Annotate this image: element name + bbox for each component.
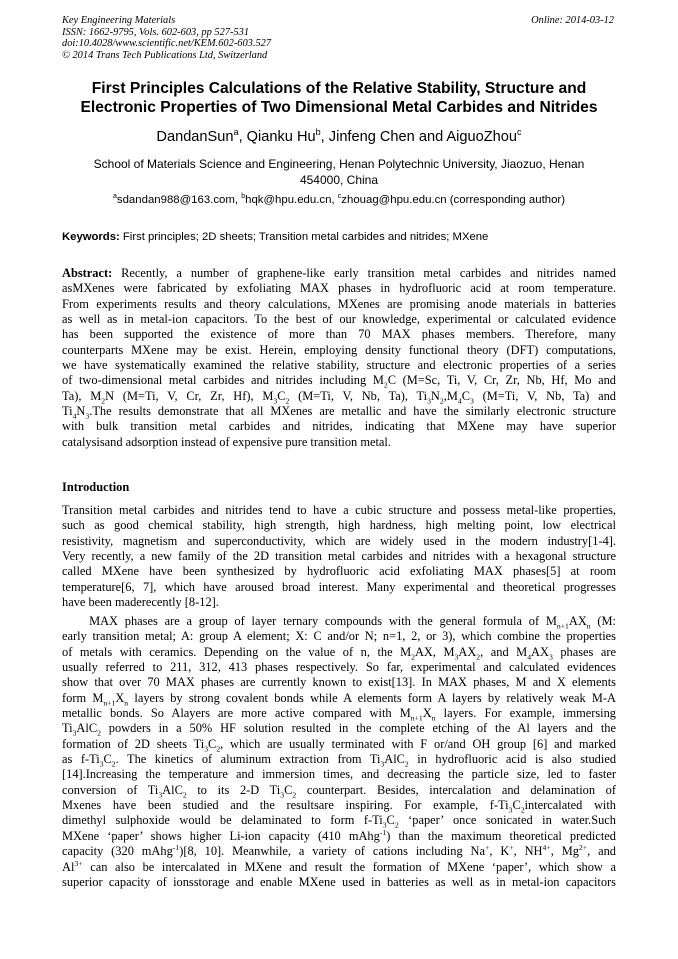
subscript: 3 — [454, 652, 459, 662]
text-run: Mxenes have been studied and the resultsare inspiring. For example, f-Ti — [62, 798, 509, 813]
body-line — [62, 860, 616, 875]
body-line: temperature[6, 7], which have aroused broad interest. Many experimental and theoretical progresses — [62, 579, 616, 594]
text-run: ,M — [443, 388, 458, 403]
text-run: C — [208, 736, 217, 751]
body-line: Transition metal carbides and nitrides tend to have a cubic structure and possess metal-like properties, — [62, 503, 616, 517]
text-run: X — [422, 706, 432, 721]
section-heading-introduction: Introduction — [62, 480, 130, 494]
body-line: Very recently, a new family of the 2D transition metal carbides and nitrides with a hexagonal structure — [62, 549, 616, 564]
text-run: AX — [458, 644, 477, 659]
text-run: C — [386, 813, 395, 828]
text-run: N — [430, 388, 440, 403]
text-run: of two-dimensional metal carbides and nitrides including M — [62, 373, 384, 388]
subscript: 3 — [382, 820, 387, 830]
text-run: intercalated with — [524, 798, 616, 813]
text-run: , and M — [480, 644, 528, 659]
text-run: of metals with ceramics. Depending on the value of n, the M — [62, 644, 412, 659]
subscript: 2 — [394, 820, 399, 830]
email-2-mark: b — [241, 193, 246, 201]
text-run: form M — [62, 690, 104, 705]
author-1: DandanSun — [156, 129, 234, 145]
paper-title — [62, 79, 616, 117]
subscript: 2 — [182, 790, 187, 800]
text-run: C — [277, 388, 286, 403]
issn-line: ISSN: 1662-9795, Vols. 602-603, pp 527-531 — [62, 26, 250, 38]
text-run: MXene ‘paper’ shows higher Li-ion capacity (410 mAhg — [62, 828, 380, 843]
subscript: n — [431, 713, 436, 723]
body-line — [62, 752, 616, 767]
abstract-line — [62, 389, 616, 404]
text-run: ) than the maximum theoretical predicted — [386, 828, 616, 843]
abstract-line — [62, 373, 616, 388]
abstract-line: asMXenes were fabricated by exfoliating MAX phases in hydrofluoric acid at room temperature. — [62, 281, 616, 296]
copyright-line: © 2014 Trans Tech Publications Ltd, Switzerland — [62, 49, 268, 61]
body-line: usually referred to 211, 312, 413 phases respectively. So far, experimental and calculated evidences — [62, 660, 616, 675]
text-run: Ti — [62, 404, 73, 419]
subscript: 4 — [457, 396, 462, 406]
subscript: 2 — [101, 396, 106, 406]
body-line — [62, 737, 616, 752]
author-2-mark: b — [315, 127, 321, 138]
text-run: N (M=Ti, V, Cr, Zr, Hf), M — [105, 388, 274, 403]
email-2[interactable]: hqk@hpu.edu.cn, — [245, 194, 338, 206]
text-run: in hydrofluoric acid is also studied — [408, 752, 617, 767]
subscript: 2 — [383, 380, 388, 390]
author-emails — [62, 193, 616, 208]
text-run: C — [284, 782, 293, 797]
title-line-1: First Principles Calculations of the Relative Stability, Structure and — [91, 80, 587, 97]
text-run: (M=Ti, V, Nb, Ta) and — [473, 388, 616, 403]
text-run: C — [512, 798, 521, 813]
subscript: 2 — [292, 790, 297, 800]
author-2: , Qianku Hu — [238, 129, 316, 145]
email-3-mark: c — [337, 193, 342, 201]
superscript: 2+ — [578, 843, 588, 853]
subscript: 3 — [508, 805, 513, 815]
text-run: )[8, 10]. Meanwhile, a variety of cations including Na — [179, 844, 485, 859]
superscript: -1 — [379, 827, 387, 837]
text-run: AlC — [162, 782, 183, 797]
text-run: ‘paper’ once sonicated in water.Such — [398, 813, 616, 828]
abstract-line: catalysisand adsorption instead of expensive pure transition metal. — [62, 434, 391, 449]
body-line: such as good chemical stability, high strength, high hardness, high melting point, low electrical — [62, 518, 616, 533]
subscript: 2 — [476, 652, 481, 662]
subscript: 2 — [411, 652, 415, 662]
text-run: MAX phases are a group of layer ternary compounds with the general formula of M — [62, 614, 557, 628]
doi-line: doi:10.4028/www.scientific.net/KEM.602-603.527 — [62, 38, 272, 50]
subscript: 4 — [527, 652, 532, 662]
intro-paragraph-2 — [62, 614, 616, 890]
keywords-label: Keywords: — [62, 231, 120, 243]
text-run: .The results demonstrate that all MXenes are metallic and have the similarly electronic structure — [89, 404, 616, 419]
body-line: show that over 70 MAX phases are currently known to exist[13]. In MAX phases, M and X elements — [62, 675, 616, 690]
superscript: 4+ — [542, 843, 551, 853]
text-run: , Mg — [550, 844, 579, 859]
text-run: N — [76, 404, 86, 419]
intro-paragraph-1 — [62, 503, 616, 610]
subscript: 2 — [439, 396, 444, 406]
abstract-line — [62, 404, 616, 419]
text-run: conversion of Ti — [62, 782, 159, 797]
text-run: X — [115, 690, 125, 705]
text-run: (M=Ti, V, Nb, Ta), Ti — [289, 388, 428, 403]
body-line — [62, 691, 616, 706]
body-line — [62, 829, 616, 844]
body-line — [62, 813, 616, 828]
text-run: AlC — [384, 752, 405, 767]
author-4-mark: c — [517, 127, 522, 138]
text-run: AX — [568, 614, 587, 628]
abstract-line — [62, 266, 616, 281]
superscript: 3+ — [74, 858, 83, 868]
abstract-line: with bulk transition metal carbides and nitrides, indicating that MXene may have superior — [62, 419, 616, 434]
abstract-line: counterparts MXene may be exist. Herein, employing density functional theory (DFT) computations, — [62, 342, 616, 357]
text-run: Ti — [62, 721, 73, 736]
text-run: . The kinetics of aluminum extraction from Ti — [115, 752, 381, 767]
subscript: 3 — [380, 759, 385, 769]
email-3[interactable]: zhouag@hpu.edu.cn (corresponding author) — [341, 194, 565, 206]
affiliation-line-1: School of Materials Science and Engineering, Henan Polytechnic University, Jiaozuo, Henan — [93, 157, 585, 171]
text-run: counterpart. Besides, intercalation and delamination of — [296, 782, 617, 797]
subscript: 3 — [72, 728, 77, 738]
keywords-text: First principles; 2D sheets; Transition metal carbides and nitrides; MXene — [119, 231, 489, 243]
text-run: can also be intercalated in MXene and result the formation of MXene ‘paper’, which show a — [82, 859, 616, 874]
body-line — [62, 798, 616, 813]
body-line: called MXene have been synthesized by hydrofluoric acid exfoliating MAX phases[5] at room — [62, 564, 616, 579]
abstract — [62, 266, 616, 450]
subscript: 2 — [404, 759, 409, 769]
online-date: Online: 2014-03-12 — [531, 15, 614, 26]
body-line — [62, 706, 616, 721]
text-run: C (M=Sc, Ti, V, Cr, Zr, Nb, Hf, Mo and — [387, 373, 616, 388]
text-run: as f-Ti — [62, 752, 100, 767]
author-1-mark: a — [233, 127, 239, 138]
subscript: 3 — [204, 744, 209, 754]
body-line — [62, 614, 616, 629]
title-line-2: Electronic Properties of Two Dimensional Metal Carbides and Nitrides — [80, 99, 598, 116]
subscript: 2 — [97, 728, 101, 738]
author-3-4: , Jinfeng Chen and AiguoZhou — [320, 129, 518, 145]
subscript: 3 — [280, 790, 285, 800]
keywords — [62, 230, 616, 245]
email-1-mark: a — [112, 193, 117, 201]
body-line — [62, 844, 616, 859]
subscript: 3 — [273, 396, 278, 406]
text-run: C — [461, 388, 470, 403]
text-run: formation of 2D sheets Ti — [62, 736, 205, 751]
affiliation — [62, 156, 616, 188]
text-run: AX — [531, 644, 549, 659]
abstract-line: has been supported the existence of more than 70 MAX phases members. Therefore, many — [62, 327, 616, 342]
text-run: C — [103, 752, 112, 767]
text-run: layers. For example, immersing — [435, 706, 616, 721]
text-run: powders in a 50% HF solution resulted in the complete etching of the Al layers and the — [100, 721, 616, 736]
subscript: 3 — [469, 396, 474, 406]
subscript: n+1 — [410, 713, 423, 723]
abstract-line: as well as in metal-ion capacitors. To the best of our knowledge, experimental or calculated evidence — [62, 312, 616, 327]
text-run: to its 2-D Ti — [186, 782, 281, 797]
subscript: 4 — [72, 411, 77, 421]
text-run: , K — [489, 844, 510, 859]
text-run: Al — [62, 859, 75, 874]
text-run: , NH — [513, 844, 543, 859]
abstract-text: Recently, a number of graphene-like early transition metal carbides and nitrides named — [112, 266, 616, 280]
subscript: n+1 — [103, 698, 116, 708]
body-line: [14].Increasing the temperature and immersion times, and decreasing the particle size, led to faster — [62, 767, 616, 782]
text-run: , and — [587, 844, 616, 859]
text-run: AX, M — [414, 644, 455, 659]
body-line — [62, 645, 616, 660]
subscript: 3 — [548, 652, 553, 662]
body-line: have been maderecently [8-12]. — [62, 595, 219, 610]
text-run: Ta), M — [62, 388, 102, 403]
subscript: 3 — [99, 759, 104, 769]
superscript: + — [509, 843, 514, 853]
body-line: resistivity, magnetism and superconductivity, which are widely used in the modern industry[1-4]. — [62, 533, 616, 548]
text-run: , which are usually terminated with F or/and OH group [6] and marked — [220, 736, 616, 751]
text-run: dimethyl sulphoxide would be delaminated to form f-Ti — [62, 813, 383, 828]
author-list — [62, 128, 616, 146]
subscript: 2 — [111, 759, 116, 769]
superscript: + — [485, 843, 490, 853]
body-line: superior capacity of ionsstorage and enable MXene used in batteries as well as in metal-ion capacitors — [62, 874, 616, 889]
text-run: capacity (320 mAhg — [62, 844, 173, 859]
subscript: 3 — [427, 396, 431, 406]
journal-name: Key Engineering Materials — [62, 15, 176, 26]
superscript: -1 — [172, 843, 180, 853]
subscript: 2 — [216, 744, 221, 754]
journal-header — [62, 15, 271, 61]
subscript: 2 — [285, 396, 290, 406]
affiliation-line-2: 454000, China — [299, 173, 379, 187]
body-line — [62, 783, 616, 798]
body-line: early transition metal; A: group A element; X: C and/or N; n=1, 2, or 3), which combine the properties — [62, 629, 616, 644]
text-run: phases are — [552, 644, 617, 659]
subscript: n+1 — [556, 621, 569, 631]
subscript: 2 — [520, 805, 525, 815]
subscript: n — [124, 698, 129, 708]
text-run: metallic bonds. So Alayers are more active compared with M — [62, 706, 411, 721]
text-run: AlC — [76, 721, 98, 736]
email-1[interactable]: sdandan988@163.com, — [116, 194, 242, 206]
subscript: 3 — [158, 790, 163, 800]
body-line — [62, 721, 616, 736]
abstract-line: we have systematically examined the relative stability, structure and electronic properties of a series — [62, 358, 616, 373]
abstract-label: Abstract: — [62, 266, 113, 280]
subscript: n — [586, 621, 591, 631]
subscript: 3 — [85, 411, 90, 421]
abstract-line: From experiments results and theory calculations, MXenes are promising anode materials in batteries — [62, 296, 616, 311]
text-run: (M: — [590, 614, 616, 628]
text-run: layers by strong covalent bonds while A elements form A layers by relatively weak M-A — [128, 690, 616, 705]
